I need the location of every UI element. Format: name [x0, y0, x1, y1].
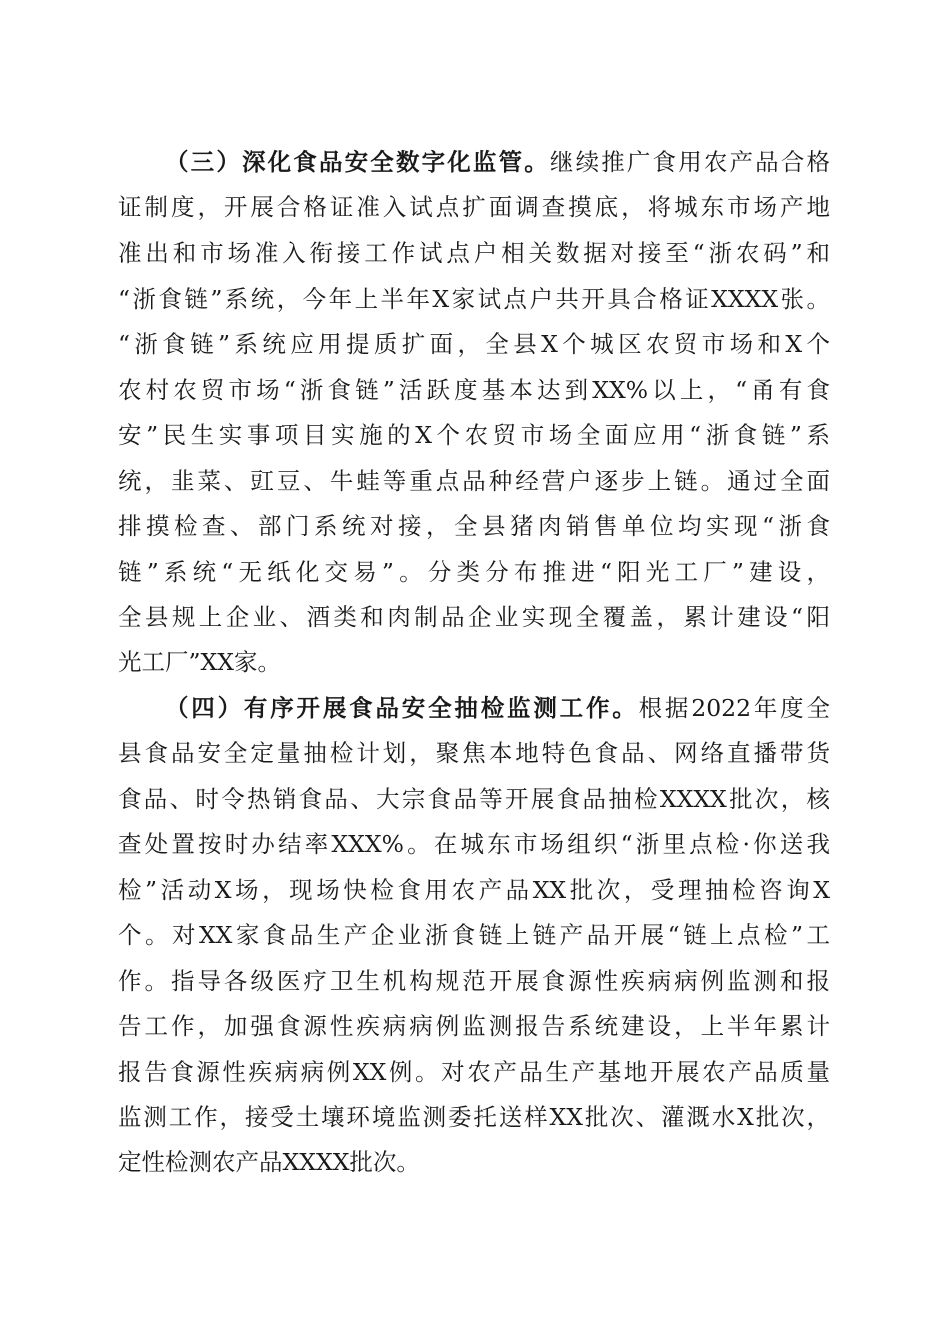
section3-line-8: 排摸检查、部门系统对接，全县猪肉销售单位均实现“浙食 — [118, 512, 830, 540]
section4-line-2: 食品、时令热销食品、大宗食品等开展食品抽检XXXX批次，核 — [118, 785, 830, 813]
section4-line-6: 作。指导各级医疗卫生机构规范开展食源性疾病病例监测和报 — [118, 967, 830, 995]
section4-first-line — [165, 688, 830, 728]
section4-line-4: 检”活动X场，现场快检食用农产品XX批次，受理抽检咨询X — [118, 876, 830, 904]
section3-line-2: 准出和市场准入衔接工作试点户相关数据对接至“浙农码”和 — [118, 239, 830, 267]
section3-line-6: 安”民生实事项目实施的X个农贸市场全面应用“浙食链”系 — [118, 421, 830, 449]
section4-line-3: 查处置按时办结率XXX%。在城东市场组织“浙里点检·你送我 — [118, 830, 830, 858]
section4-heading: （四）有序开展食品安全抽检监测工作。 — [165, 694, 639, 722]
section3-line-3: “浙食链”系统，今年上半年X家试点户共开具合格证XXXX张。 — [118, 285, 830, 313]
section3-line-0: 继续推广食用农产品合格 — [549, 148, 831, 176]
section3-heading: （三）深化食品安全数字化监管。 — [165, 148, 550, 176]
section4-line-8: 报告食源性疾病病例XX例。对农产品生产基地开展农产品质量 — [118, 1058, 830, 1086]
section4-line-1: 县食品安全定量抽检计划，聚焦本地特色食品、网络直播带货 — [118, 739, 830, 767]
section4-line-9: 监测工作，接受土壤环境监测委托送样XX批次、灌溉水X批次， — [118, 1103, 830, 1131]
section3-line-11: 光工厂”XX家。 — [118, 648, 281, 676]
section3-line-4: “浙食链”系统应用提质扩面，全县X个城区农贸市场和X个 — [118, 330, 830, 358]
section3-first-line — [165, 142, 830, 182]
section3-line-10: 全县规上企业、酒类和肉制品企业实现全覆盖，累计建设“阳 — [118, 603, 830, 631]
section3-line-9: 链”系统“无纸化交易”。分类分布推进“阳光工厂”建设， — [118, 558, 830, 586]
section3-line-1: 证制度，开展合格证准入试点扩面调查摸底，将城东市场产地 — [118, 193, 830, 221]
section4-line-5: 个。对XX家食品生产企业浙食链上链产品开展“链上点检”工 — [118, 921, 830, 949]
section3-line-7: 统，韭菜、豇豆、牛蛙等重点品种经营户逐步上链。通过全面 — [118, 467, 830, 495]
section4-line-7: 告工作，加强食源性疾病病例监测报告系统建设，上半年累计 — [118, 1012, 830, 1040]
section3-line-5: 农村农贸市场“浙食链”活跃度基本达到XX%以上，“甬有食 — [118, 376, 830, 404]
section4-line-10: 定性检测农产品XXXX批次。 — [118, 1148, 420, 1176]
section4-line-0: 根据2022年度全 — [638, 694, 830, 722]
